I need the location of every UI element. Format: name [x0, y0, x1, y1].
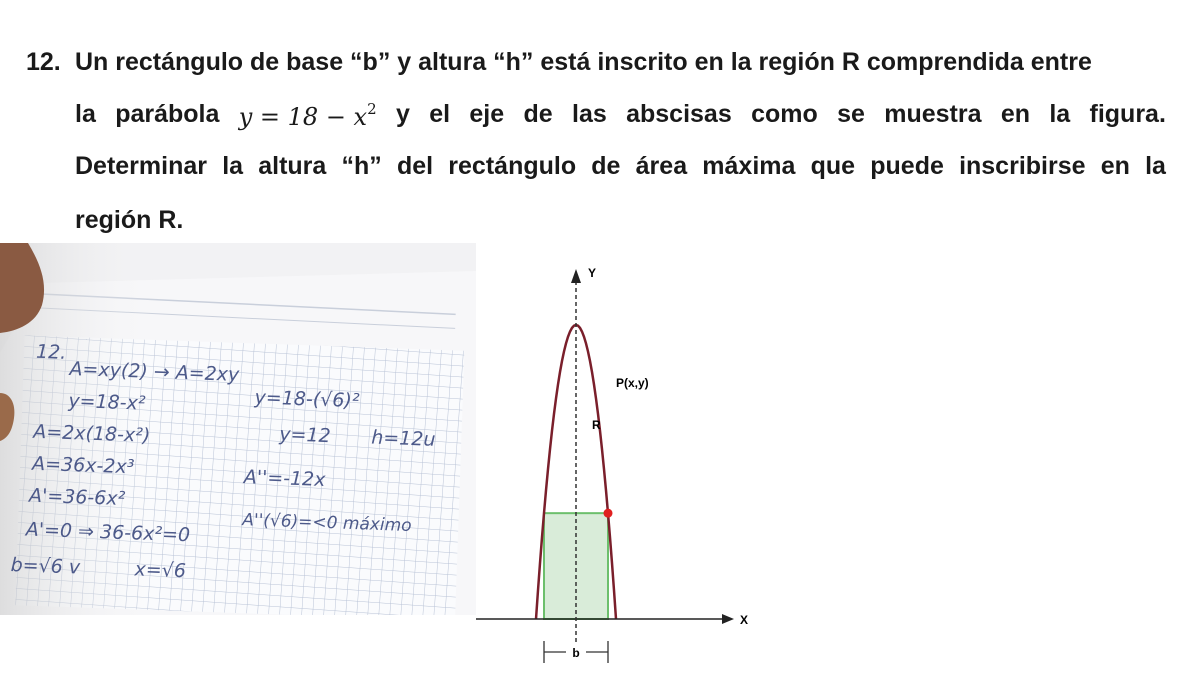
word: la — [75, 100, 96, 128]
word: “h” — [341, 152, 382, 180]
hw-line-6: A'=0 ⇒ 36-6x²=0 — [25, 518, 191, 547]
point-label: P(x,y) — [616, 376, 649, 390]
problem-number: 12. — [26, 48, 61, 76]
x-axis-arrow-icon — [722, 614, 734, 624]
word: las — [572, 100, 607, 128]
word: inscribirse — [959, 152, 1086, 180]
word: de — [523, 100, 553, 128]
word: que — [810, 152, 856, 180]
word: en — [1000, 100, 1030, 128]
hw-right-2: y=12 — [278, 423, 332, 448]
word: la — [1049, 100, 1071, 128]
parabola-figure — [476, 243, 776, 683]
hw-line-4: A=36x-2x³ — [31, 452, 135, 479]
problem-line-2 — [75, 100, 1166, 131]
word: eje — [469, 100, 505, 128]
word: como — [751, 100, 818, 128]
word: figura. — [1089, 100, 1166, 128]
problem-line-3 — [75, 152, 1166, 181]
word: altura — [258, 152, 327, 180]
y-axis-label: Y — [588, 266, 597, 280]
hw-line-8: x=√6 — [134, 558, 187, 583]
hw-line-7: b=√6 v — [10, 554, 81, 579]
hw-right-5: A''(√6)=<0 máximo — [242, 510, 412, 537]
word: área — [635, 152, 688, 180]
hw-num: 12. — [35, 340, 67, 364]
problem-line-1: Un rectángulo de base “b” y altura “h” está inscrito en la región R comprendida entre — [75, 48, 1092, 76]
word: rectángulo — [448, 152, 577, 180]
hw-right-1: y=18-(√6)² — [254, 386, 360, 413]
word: Determinar — [75, 152, 207, 180]
problem-line-4: región R. — [75, 206, 184, 234]
y-axis-arrow-icon — [571, 269, 581, 283]
word: máxima — [702, 152, 796, 180]
parabola-equation — [239, 100, 377, 131]
word: de — [591, 152, 621, 180]
handwritten-solution-photo — [0, 243, 476, 615]
hw-line-1: A=xy(2) → A=2xy — [69, 357, 240, 386]
x-axis-label: X — [740, 613, 749, 627]
word: en — [1100, 152, 1130, 180]
point-p — [604, 509, 613, 518]
word: el — [429, 100, 451, 128]
hw-right-4: A''=-12x — [243, 466, 326, 491]
hw-line-3: A=2x(18-x²) — [32, 420, 151, 447]
word: y — [395, 100, 410, 128]
base-label: b — [572, 646, 580, 660]
word: muestra — [884, 100, 982, 128]
equation-exponent: 2 — [367, 100, 377, 118]
word: la — [222, 152, 244, 180]
hw-line-5: A'=36-6x² — [28, 484, 126, 511]
region-label: R — [592, 418, 601, 432]
hw-right-3: h=12u — [370, 426, 436, 451]
hw-line-2: y=18-x² — [68, 389, 146, 415]
equation-body: y = 18 − x — [238, 103, 368, 131]
word: puede — [870, 152, 944, 180]
word: abscisas — [626, 100, 732, 128]
word: del — [396, 152, 434, 180]
word: la — [1145, 152, 1166, 180]
word: parábola — [115, 100, 220, 128]
word: se — [837, 100, 865, 128]
